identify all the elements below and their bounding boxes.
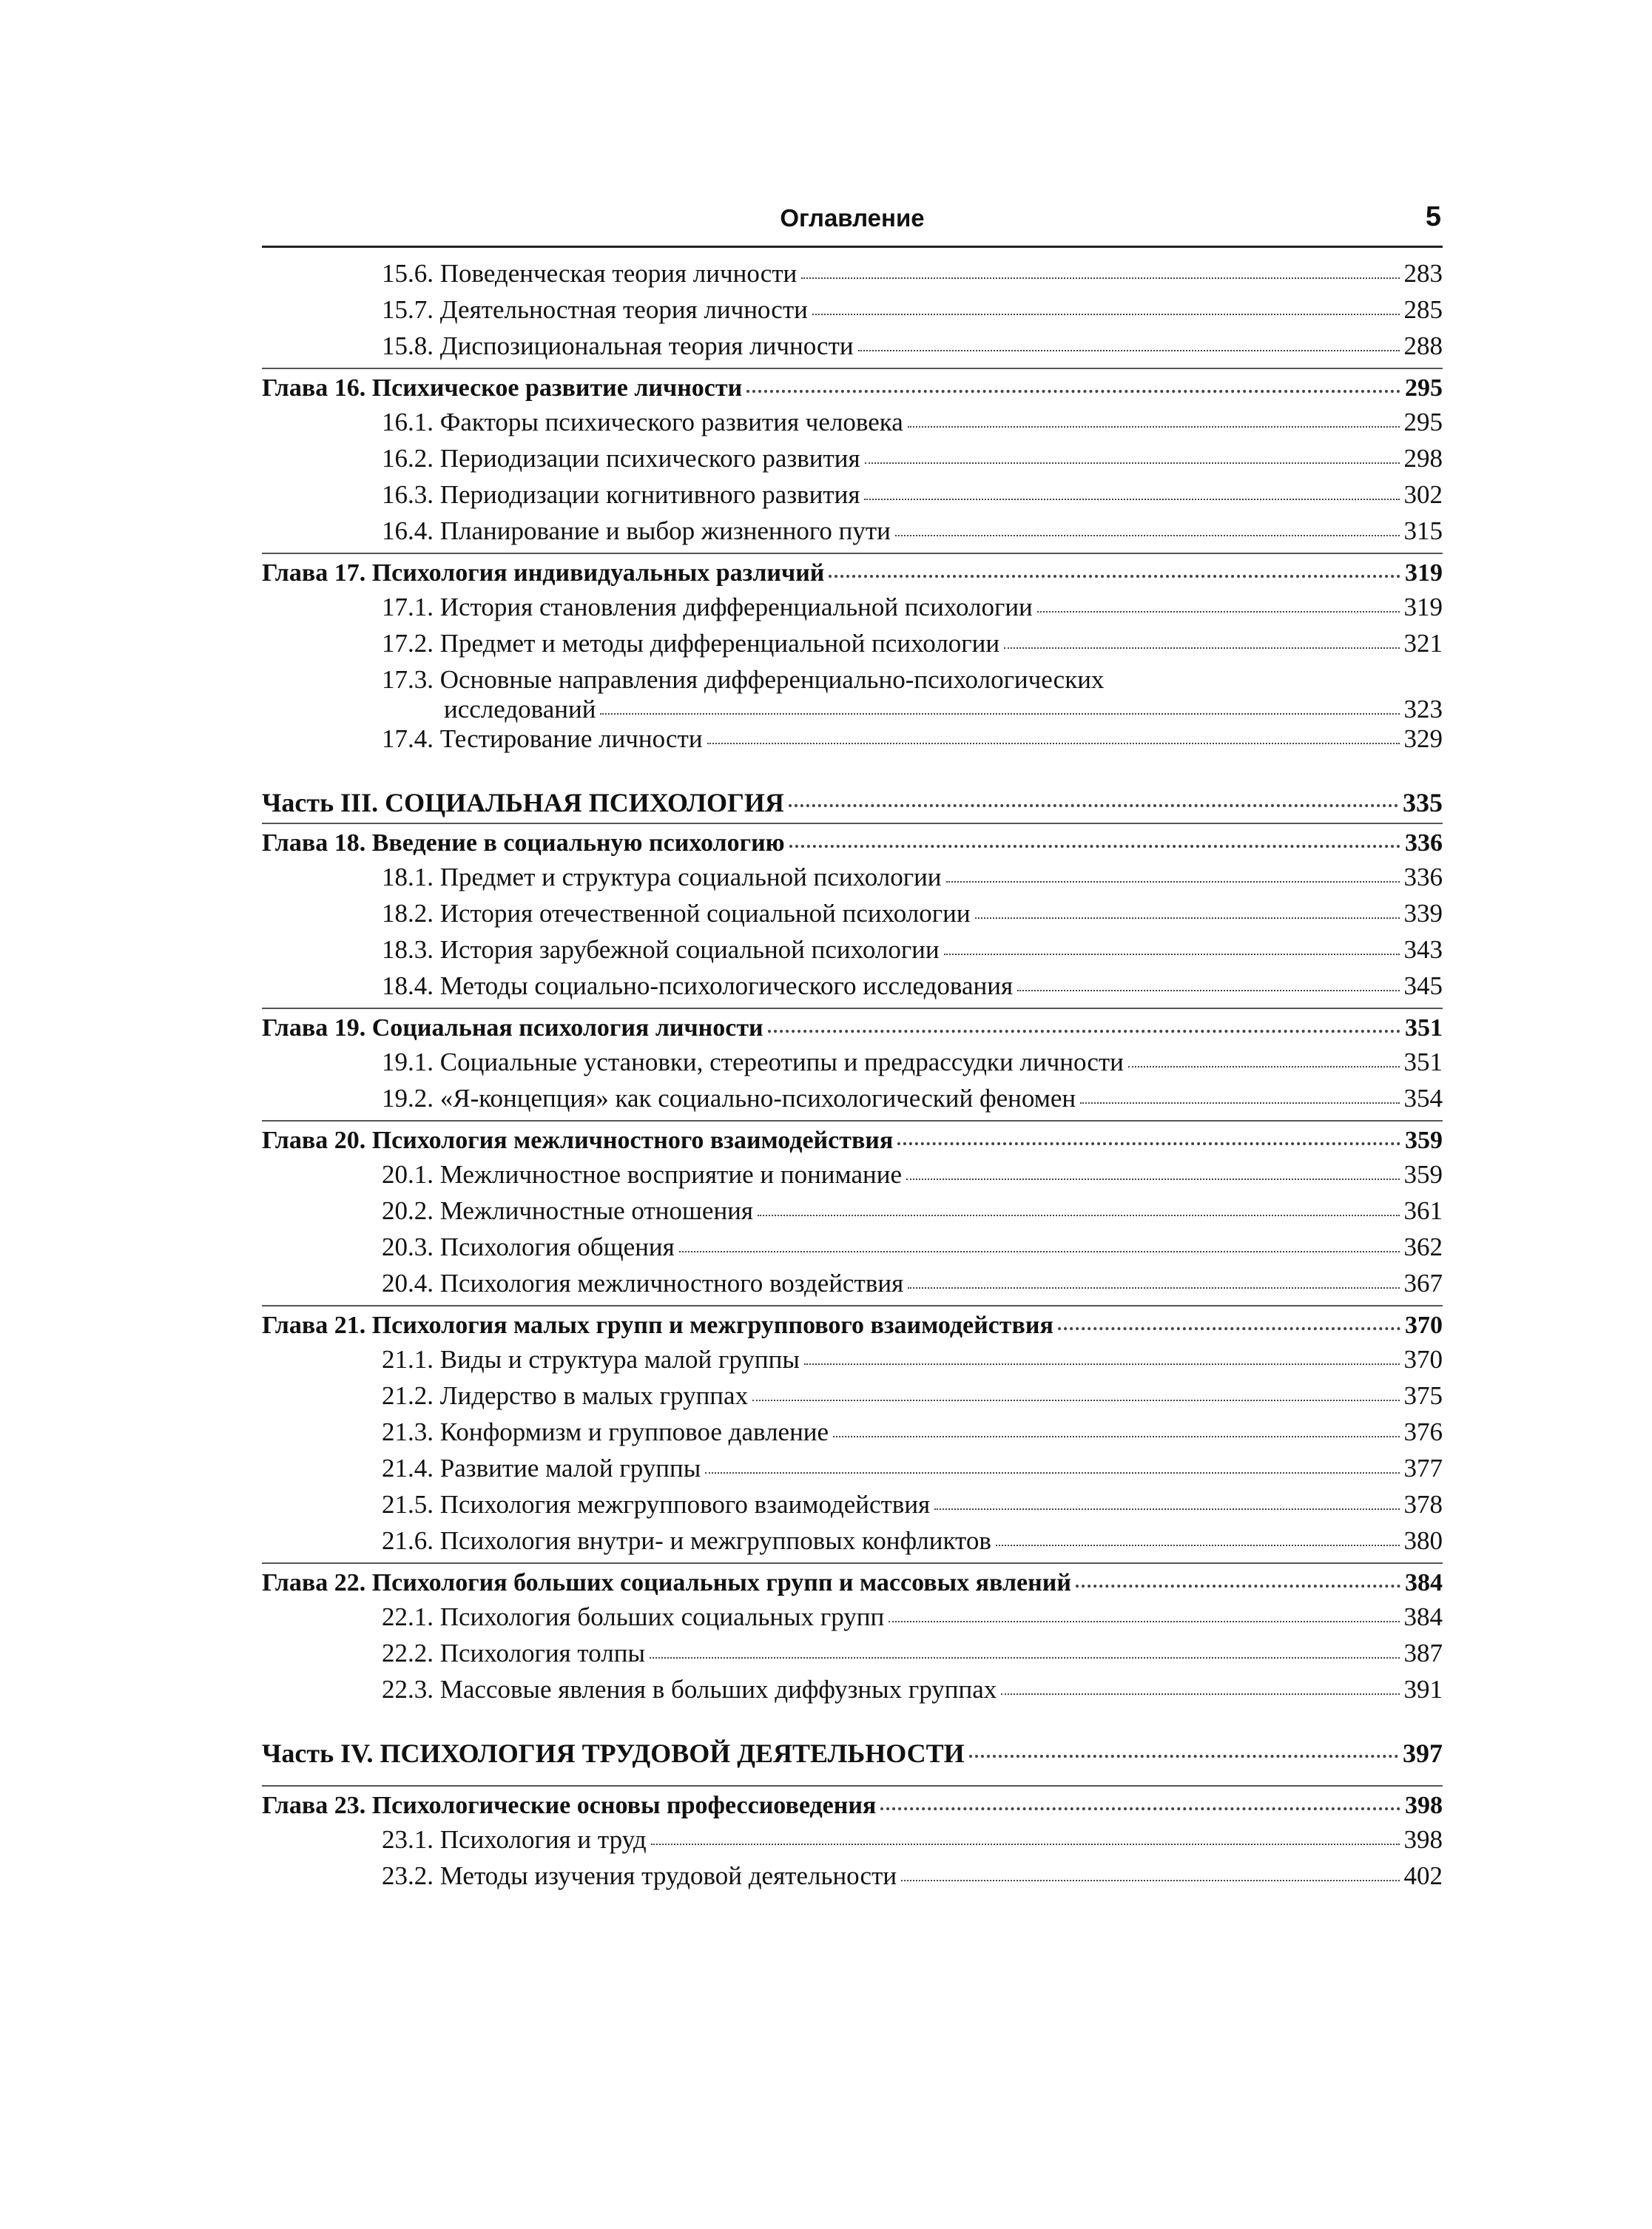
toc-page: 359	[1403, 1160, 1443, 1189]
leader-dots	[880, 1807, 1400, 1810]
toc-title: 19.1. Социальные установки, стереотипы и предрассудки личности	[382, 1048, 1124, 1076]
toc-title: Глава 23. Психологические основы профессиоведения	[262, 1792, 877, 1819]
toc-section-22-2[interactable]	[262, 1639, 1443, 1675]
toc-section-21-1[interactable]	[262, 1345, 1443, 1381]
toc-title: 18.1. Предмет и структура социальной психологии	[382, 863, 942, 891]
leader-dots	[908, 426, 1400, 428]
toc-section-17-1[interactable]	[262, 593, 1443, 629]
toc-page: 376	[1403, 1417, 1443, 1446]
toc-title: Глава 19. Социальная психология личности	[262, 1014, 763, 1042]
toc-title: 20.4. Психология межличностного воздействия	[382, 1269, 904, 1298]
toc-title-line-2: исследований	[444, 695, 596, 724]
toc-chapter-20[interactable]	[262, 1120, 1443, 1160]
toc-page: 378	[1403, 1490, 1443, 1519]
spacer	[262, 761, 1443, 783]
toc-section-16-1[interactable]	[262, 408, 1443, 444]
toc-page: 370	[1403, 1345, 1443, 1374]
leader-dots	[746, 390, 1400, 393]
toc-title: 18.4. Методы социально-психологического исследования	[382, 971, 1014, 1000]
toc-section-23-1[interactable]	[262, 1825, 1443, 1861]
toc-section-18-4[interactable]	[262, 971, 1443, 1008]
toc-title-line-1: 17.3. Основные направления дифференциально-психологических	[382, 665, 1105, 694]
toc-section-15-8[interactable]	[262, 331, 1443, 368]
toc-section-22-3[interactable]	[262, 1675, 1443, 1711]
toc-page: 387	[1403, 1639, 1443, 1667]
toc-title: 17.1. История становления дифференциальной психологии	[382, 593, 1033, 621]
leader-dots	[1017, 990, 1399, 991]
toc-section-20-4[interactable]	[262, 1269, 1443, 1305]
toc-page: 384	[1405, 1569, 1443, 1596]
toc-section-18-1[interactable]	[262, 863, 1443, 899]
toc-title: 18.3. История зарубежной социальной психологии	[382, 935, 940, 964]
toc-page: 380	[1403, 1526, 1443, 1555]
toc-title: 16.1. Факторы психического развития человека	[382, 408, 903, 436]
toc-page: 397	[1403, 1739, 1443, 1768]
toc-page: 370	[1405, 1312, 1443, 1339]
toc-title: 16.2. Периодизации психического развития	[382, 444, 860, 473]
toc-section-17-2[interactable]	[262, 629, 1443, 665]
toc-title: Глава 20. Психология межличностного взаимодействия	[262, 1127, 894, 1154]
leader-dots	[864, 499, 1399, 500]
toc-title: 19.2. «Я-концепция» как социально-психологический феномен	[382, 1084, 1076, 1113]
toc-title: 22.1. Психология больших социальных групп	[382, 1602, 885, 1631]
leader-dots	[1128, 1066, 1400, 1068]
toc-page: 351	[1403, 1048, 1443, 1076]
toc-page: 351	[1405, 1014, 1443, 1042]
toc-section-22-1[interactable]	[262, 1602, 1443, 1639]
toc-chapter-19[interactable]	[262, 1008, 1443, 1048]
toc-title: Глава 21. Психология малых групп и межгруппового взаимодействия	[262, 1312, 1053, 1339]
toc-page: 336	[1405, 829, 1443, 857]
toc-part-3[interactable]	[262, 783, 1443, 823]
leader-dots	[707, 743, 1400, 744]
leader-dots	[1037, 611, 1400, 613]
leader-dots	[804, 1363, 1400, 1365]
leader-dots	[975, 917, 1400, 919]
toc-section-18-3[interactable]	[262, 935, 1443, 971]
page-header	[262, 201, 1443, 248]
toc-page: 298	[1403, 444, 1443, 473]
toc-page: 402	[1403, 1861, 1443, 1890]
toc-title: 18.2. История отечественной социальной психологии	[382, 899, 971, 928]
toc-section-18-2[interactable]	[262, 899, 1443, 935]
toc-section-15-6[interactable]	[262, 259, 1443, 295]
toc-title: Часть IV. ПСИХОЛОГИЯ ТРУДОВОЙ ДЕЯТЕЛЬНОСТИ	[262, 1739, 965, 1768]
toc-chapter-17[interactable]	[262, 553, 1443, 593]
toc-section-19-1[interactable]	[262, 1048, 1443, 1084]
toc-title: 22.2. Психология толпы	[382, 1639, 645, 1667]
toc-chapter-22[interactable]	[262, 1562, 1443, 1602]
leader-dots	[944, 954, 1400, 955]
leader-dots	[801, 277, 1399, 279]
toc-page: 343	[1403, 935, 1443, 964]
toc-title: Часть III. СОЦИАЛЬНАЯ ПСИХОЛОГИЯ	[262, 788, 784, 817]
toc-title: Глава 18. Введение в социальную психологию	[262, 829, 785, 857]
toc-title: 23.2. Методы изучения трудовой деятельности	[382, 1861, 897, 1890]
toc-title: 21.5. Психология межгруппового взаимодействия	[382, 1490, 931, 1519]
leader-dots	[812, 314, 1400, 315]
toc-chapter-23[interactable]	[262, 1785, 1443, 1825]
toc-title: 20.1. Межличностное восприятие и понимание	[382, 1160, 902, 1189]
toc-page: 384	[1403, 1602, 1443, 1631]
toc-title: 21.3. Конформизм и групповое давление	[382, 1417, 829, 1446]
toc-section-19-2[interactable]	[262, 1084, 1443, 1120]
leader-dots	[705, 1472, 1399, 1474]
toc-page: 315	[1403, 516, 1443, 545]
toc-title: 21.1. Виды и структура малой группы	[382, 1345, 800, 1374]
toc-page: 362	[1403, 1232, 1443, 1261]
toc-page: 323	[1403, 695, 1443, 724]
leader-dots	[758, 1215, 1400, 1216]
toc-part-4[interactable]	[262, 1733, 1443, 1773]
toc-page: 377	[1403, 1454, 1443, 1483]
leader-dots	[829, 575, 1400, 578]
leader-dots	[679, 1251, 1400, 1252]
toc-page: 295	[1405, 374, 1443, 402]
leader-dots	[858, 350, 1400, 351]
leader-dots	[789, 845, 1400, 848]
leader-dots	[901, 1880, 1399, 1881]
toc-title: 17.4. Тестирование личности	[382, 724, 703, 753]
leader-dots	[897, 1142, 1400, 1145]
toc-page: 336	[1403, 863, 1443, 891]
spacer	[262, 1773, 1443, 1785]
toc-page: 361	[1403, 1196, 1443, 1225]
toc-page: 321	[1403, 629, 1443, 658]
leader-dots	[889, 1621, 1399, 1622]
toc-section-16-2[interactable]	[262, 444, 1443, 480]
toc-page: 354	[1403, 1084, 1443, 1113]
toc-section-16-3[interactable]	[262, 480, 1443, 516]
toc-page: 398	[1405, 1792, 1443, 1819]
toc-section-15-7[interactable]	[262, 295, 1443, 331]
toc-chapter-16[interactable]	[262, 368, 1443, 408]
toc-section-20-2[interactable]	[262, 1196, 1443, 1232]
toc-page: 285	[1403, 295, 1443, 324]
toc-page: 319	[1403, 593, 1443, 621]
toc-section-21-2[interactable]	[262, 1381, 1443, 1417]
toc-section-17-4[interactable]	[262, 724, 1443, 761]
leader-dots	[650, 1657, 1400, 1659]
toc-page: 375	[1403, 1381, 1443, 1410]
leader-dots	[934, 1508, 1399, 1510]
leader-dots	[996, 1545, 1400, 1546]
toc-page: 283	[1403, 259, 1443, 288]
leader-dots	[969, 1755, 1398, 1758]
leader-dots	[651, 1844, 1400, 1845]
leader-dots	[1076, 1585, 1400, 1588]
toc-title: Глава 17. Психология индивидуальных различий	[262, 559, 825, 587]
toc-section-21-5[interactable]	[262, 1490, 1443, 1526]
toc-section-21-4[interactable]	[262, 1454, 1443, 1490]
toc-title: Глава 16. Психическое развитие личности	[262, 374, 743, 402]
leader-dots	[908, 1287, 1399, 1289]
toc-title: 22.3. Массовые явления в больших диффузных группах	[382, 1675, 997, 1704]
leader-dots	[1058, 1327, 1400, 1330]
toc-page: 345	[1403, 971, 1443, 1000]
toc-section-20-1[interactable]	[262, 1160, 1443, 1196]
toc-page: 391	[1403, 1675, 1443, 1704]
toc-title: 17.2. Предмет и методы дифференциальной психологии	[382, 629, 1000, 658]
toc-title: 15.8. Диспозициональная теория личности	[382, 331, 854, 360]
table-of-contents	[262, 259, 1443, 1898]
leader-dots	[1080, 1102, 1399, 1104]
toc-chapter-21[interactable]	[262, 1305, 1443, 1345]
running-title: Оглавление	[780, 204, 925, 232]
toc-section-20-3[interactable]	[262, 1232, 1443, 1269]
toc-title: 15.6. Поведенческая теория личности	[382, 259, 798, 288]
leader-dots	[895, 535, 1400, 536]
leader-dots	[1001, 1693, 1399, 1695]
toc-section-21-6[interactable]	[262, 1526, 1443, 1562]
toc-section-16-4[interactable]	[262, 516, 1443, 553]
toc-title: 20.3. Психология общения	[382, 1232, 675, 1261]
toc-section-23-2[interactable]	[262, 1861, 1443, 1898]
spacer	[262, 1711, 1443, 1733]
toc-title: 20.2. Межличностные отношения	[382, 1196, 753, 1225]
leader-dots	[833, 1436, 1399, 1437]
toc-page: 302	[1403, 480, 1443, 509]
leader-dots	[946, 881, 1400, 883]
toc-page: 367	[1403, 1269, 1443, 1298]
toc-title: 16.3. Периодизации когнитивного развития	[382, 480, 860, 509]
toc-page: 359	[1405, 1127, 1443, 1154]
toc-page: 335	[1403, 788, 1443, 817]
toc-title: 16.4. Планирование и выбор жизненного пути	[382, 516, 891, 545]
toc-chapter-18[interactable]	[262, 823, 1443, 863]
toc-title: 15.7. Деятельностная теория личности	[382, 295, 808, 324]
toc-page: 319	[1405, 559, 1443, 587]
leader-dots	[752, 1400, 1399, 1401]
toc-title: 21.2. Лидерство в малых группах	[382, 1381, 749, 1410]
toc-page: 339	[1403, 899, 1443, 928]
toc-section-21-3[interactable]	[262, 1417, 1443, 1454]
toc-title: Глава 22. Психология больших социальных групп и массовых явлений	[262, 1569, 1071, 1596]
leader-dots	[1004, 647, 1399, 649]
toc-page: 288	[1403, 331, 1443, 360]
toc-title: 23.1. Психология и труд	[382, 1825, 647, 1854]
leader-dots	[906, 1178, 1400, 1180]
toc-title: 21.4. Развитие малой группы	[382, 1454, 701, 1483]
page-number: 5	[1425, 201, 1441, 232]
leader-dots	[600, 713, 1399, 715]
leader-dots	[768, 1030, 1400, 1033]
toc-page: 398	[1403, 1825, 1443, 1854]
toc-section-17-3[interactable]	[262, 665, 1443, 724]
toc-page: 329	[1403, 724, 1443, 753]
toc-page: 295	[1403, 408, 1443, 436]
toc-title: 21.6. Психология внутри- и межгрупповых конфликтов	[382, 1526, 991, 1555]
leader-dots	[865, 462, 1400, 464]
leader-dots	[789, 804, 1398, 807]
